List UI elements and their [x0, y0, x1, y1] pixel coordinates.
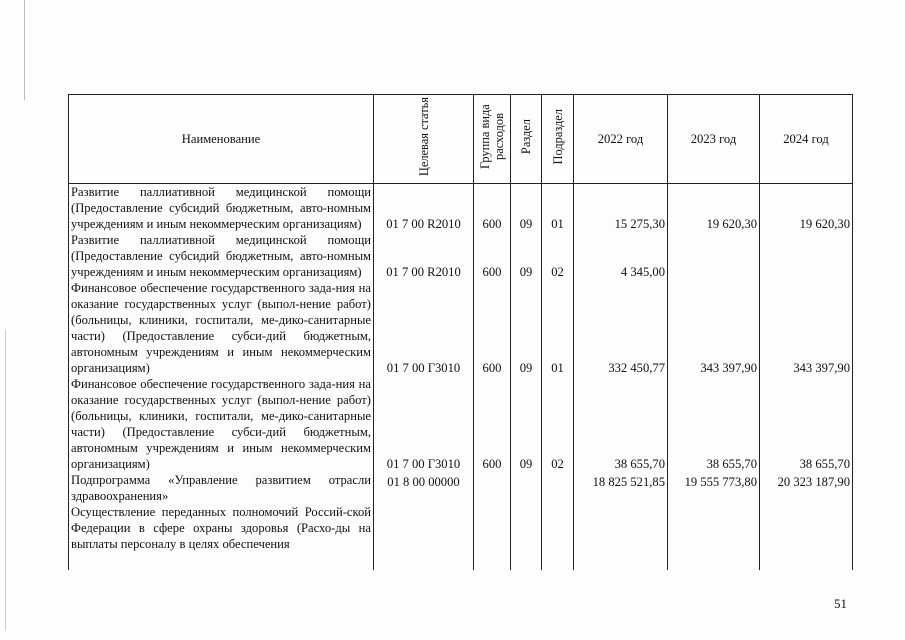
row-section: 09	[511, 376, 542, 472]
row-2022	[574, 504, 668, 570]
row-2023: 343 397,90	[668, 280, 760, 376]
row-group: 600	[474, 376, 511, 472]
row-subsection: 01	[542, 280, 574, 376]
row-2024: 343 397,90	[760, 280, 853, 376]
row-target: 01 7 00 Г3010	[374, 280, 474, 376]
table-header-row	[69, 95, 853, 184]
row-2022: 18 825 521,85	[574, 472, 668, 504]
row-target: 01 7 00 Г3010	[374, 376, 474, 472]
header-2024: 2024 год	[760, 95, 853, 184]
header-section: Раздел	[511, 95, 542, 184]
row-name: Развитие паллиативной медицинской помощи (Предоставление субсидий бюджетным, авто-номным учреждениям и иным некоммерческим организациям)	[69, 184, 374, 233]
row-2022: 4 345,00	[574, 232, 668, 280]
table-row	[69, 232, 853, 280]
scan-edge-line	[24, 0, 25, 100]
header-expense-group: Группа вида расходов	[474, 95, 511, 184]
table-row	[69, 280, 853, 376]
row-section	[511, 504, 542, 570]
row-section: 09	[511, 184, 542, 233]
header-2023: 2023 год	[668, 95, 760, 184]
header-2022: 2022 год	[574, 95, 668, 184]
header-name: Наименование	[69, 95, 374, 184]
row-2023	[668, 504, 760, 570]
row-subsection	[542, 472, 574, 504]
row-name: Развитие паллиативной медицинской помощи (Предоставление субсидий бюджетным, авто-номным учреждениям и иным некоммерческим организациям)	[69, 232, 374, 280]
row-subsection: 02	[542, 376, 574, 472]
budget-table	[68, 94, 853, 570]
row-section: 09	[511, 280, 542, 376]
row-2022: 38 655,70	[574, 376, 668, 472]
row-2023	[668, 232, 760, 280]
row-target: 01 7 00 R2010	[374, 184, 474, 233]
table-row	[69, 472, 853, 504]
page-number: 51	[834, 596, 847, 611]
row-group: 600	[474, 184, 511, 233]
row-subsection: 01	[542, 184, 574, 233]
row-subsection	[542, 504, 574, 570]
header-subsection: Подраздел	[542, 95, 574, 184]
table-row	[69, 504, 853, 570]
row-2024: 19 620,30	[760, 184, 853, 233]
row-name: Финансовое обеспечение государственного зада-ния на оказание государственных услуг (выпол-нение работ) (больницы, клиники, госпитали, ме-дико-санитарные части) (Предоставление субси-дий бюджетным, автономным учреждениям и иным некоммерческим организациям)	[69, 280, 374, 376]
row-name: Подпрограмма «Управление развитием отрасли здравоохранения»	[69, 472, 374, 504]
row-group	[474, 472, 511, 504]
scan-edge-line	[5, 330, 6, 630]
row-2024	[760, 232, 853, 280]
row-name: Финансовое обеспечение государственного зада-ния на оказание государственных услуг (выпол-нение работ) (больницы, клиники, госпитали, ме-дико-санитарные части) (Предоставление субси-дий бюджетным, автономным учреждениям и иным некоммерческим организациям)	[69, 376, 374, 472]
row-section	[511, 472, 542, 504]
row-2024: 20 323 187,90	[760, 472, 853, 504]
row-group: 600	[474, 232, 511, 280]
row-2023: 19 620,30	[668, 184, 760, 233]
table-row	[69, 184, 853, 233]
row-section: 09	[511, 232, 542, 280]
row-group	[474, 504, 511, 570]
row-2024: 38 655,70	[760, 376, 853, 472]
table-row	[69, 376, 853, 472]
row-target: 01 7 00 R2010	[374, 232, 474, 280]
row-2023: 19 555 773,80	[668, 472, 760, 504]
row-group: 600	[474, 280, 511, 376]
row-2023: 38 655,70	[668, 376, 760, 472]
row-target	[374, 504, 474, 570]
row-2024	[760, 504, 853, 570]
row-2022: 332 450,77	[574, 280, 668, 376]
row-name: Осуществление переданных полномочий Россий-ской Федерации в сфере охраны здоровья (Расхо-ды на выплаты персоналу в целях обеспечения	[69, 504, 374, 570]
row-subsection: 02	[542, 232, 574, 280]
header-target-article: Целевая статья	[374, 95, 474, 184]
row-target: 01 8 00 00000	[374, 472, 474, 504]
row-2022: 15 275,30	[574, 184, 668, 233]
